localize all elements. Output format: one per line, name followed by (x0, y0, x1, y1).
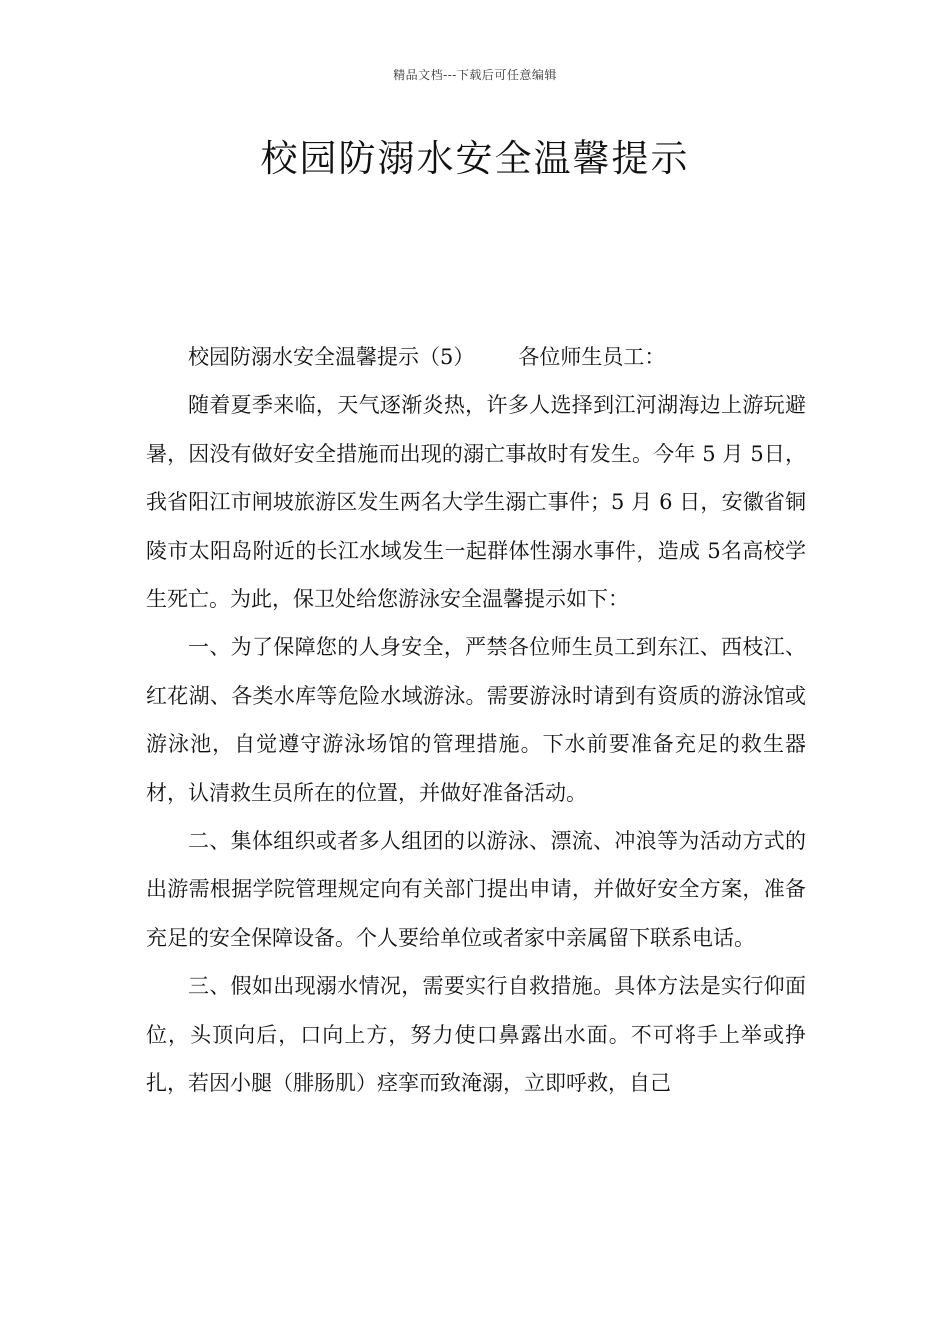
intro-line (146, 333, 806, 381)
intro-subtitle: 校园防溺水安全温馨提示（5） (188, 345, 475, 369)
header-note: 精品文档---下载后可任意编辑 (393, 68, 557, 82)
salutation: 各位师生员工： (518, 345, 666, 369)
paragraph-item-2: 二、集体组织或者多人组团的以游泳、漂流、冲浪等为活动方式的出游需根据学院管理规定向有关部门提出申请，并做好安全方案，准备充足的安全保障设备。个人要给单位或者家中亲属留下联系电话。 (146, 829, 806, 950)
document-body (146, 333, 806, 1108)
paragraph-intro: 随着夏季来临，天气逐渐炎热，许多人选择到江河湖海边上游玩避暑，因没有做好安全措施而出现的溺亡事故时有发生。今年 5 月 5日，我省阳江市闸坡旅游区发生两名大学生溺亡事件；5 月 6 日，安徽省铜陵市太阳岛附近的长江水域发生一起群体性溺水事件，造成 5名高校学生死亡。为此，保卫处给您游泳安全温馨提示如下： (146, 393, 806, 612)
document-title: 校园防溺水安全温馨提示 (260, 137, 690, 180)
paragraph-item-1: 一、为了保障您的人身安全，严禁各位师生员工到东江、西枝江、红花湖、各类水库等危险水域游泳。需要游泳时请到有资质的游泳馆或游泳池，自觉遵守游泳场馆的管理措施。下水前要准备充足的救生器材，认清救生员所在的位置，并做好准备活动。 (146, 635, 806, 805)
paragraph-item-3: 三、假如出现溺水情况，需要实行自救措施。具体方法是实行仰面位，头顶向后，口向上方，努力使口鼻露出水面。不可将手上举或挣扎，若因小腿（腓肠肌）痉挛而致淹溺，立即呼救，自己 (146, 974, 806, 1096)
